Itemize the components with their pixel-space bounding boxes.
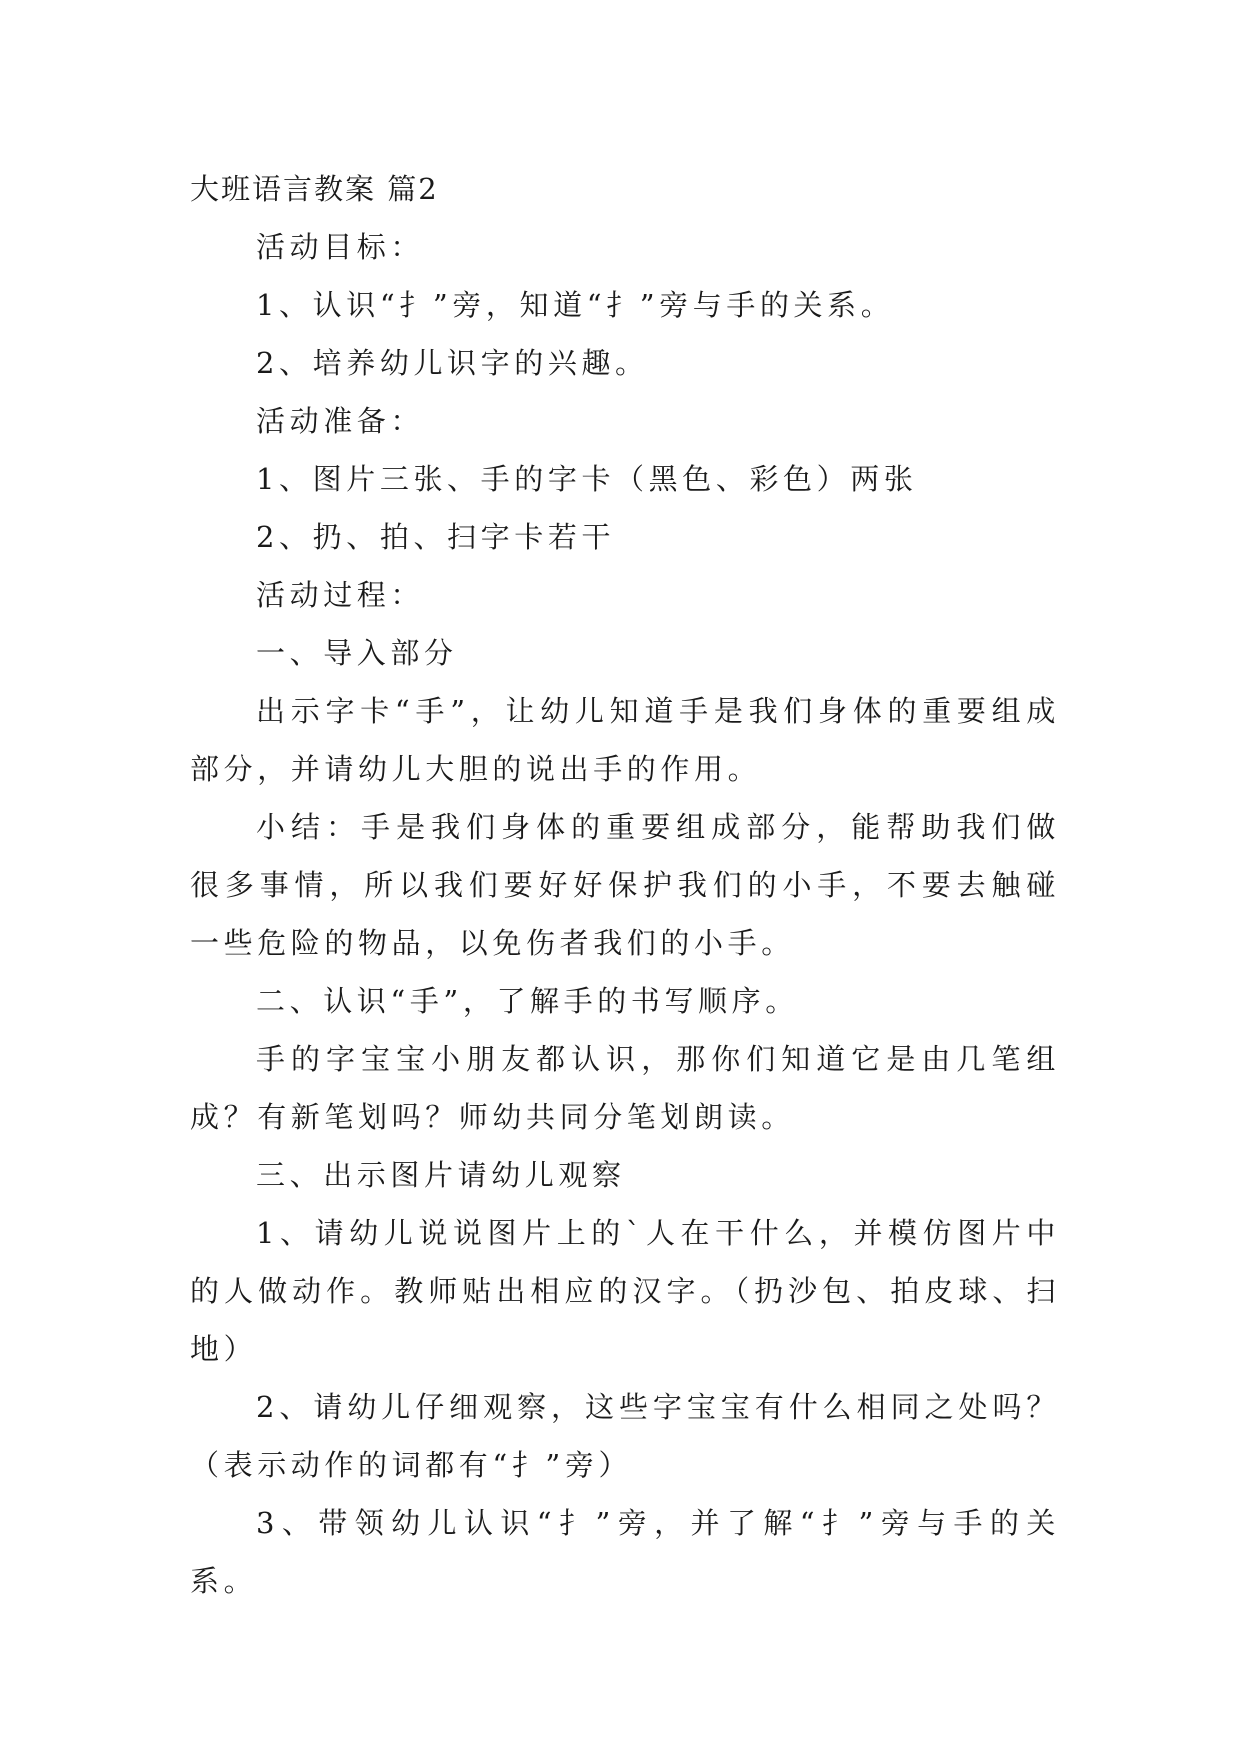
paragraph: 3、带领幼儿认识“扌”旁，并了解“扌”旁与手的关系。 [190,1506,1060,1598]
paragraph: 小结：手是我们身体的重要组成部分，能帮助我们做很多事情，所以我们要好好保护我们的小手，不要去触碰一些危险的物品，以免伤者我们的小手。 [190,810,1060,960]
paragraph: 1、请幼儿说说图片上的`人在干什么，并模仿图片中的人做动作。教师贴出相应的汉字。（扔沙包、拍皮球、扫地） [190,1216,1060,1366]
paragraph: 三、出示图片请幼儿观察 [256,1158,626,1192]
paragraph: 2、培养幼儿识字的兴趣。 [256,346,649,380]
paragraph: 出示字卡“手”，让幼儿知道手是我们身体的重要组成部分，并请幼儿大胆的说出手的作用。 [190,694,1060,786]
paragraph: 1、图片三张、手的字卡（黑色、彩色）两张 [256,462,918,496]
document-body [190,160,1060,1610]
document-title: 大班语言教案 篇2 [190,172,439,206]
paragraph: 活动准备： [256,404,425,438]
paragraph: 活动目标： [256,230,425,264]
paragraph: 活动过程： [256,578,425,612]
paragraph: 1、认识“扌”旁，知道“扌”旁与手的关系。 [256,288,895,322]
paragraph: 手的字宝宝小朋友都认识，那你们知道它是由几笔组成？有新笔划吗？师幼共同分笔划朗读。 [190,1042,1060,1134]
paragraph: 2、请幼儿仔细观察，这些字宝宝有什么相同之处吗？（表示动作的词都有“扌”旁） [190,1390,1060,1482]
paragraph: 一、导入部分 [256,636,458,670]
paragraph: 二、认识“手”，了解手的书写顺序。 [256,984,799,1018]
paragraph: 2、扔、拍、扫字卡若干 [256,520,616,554]
